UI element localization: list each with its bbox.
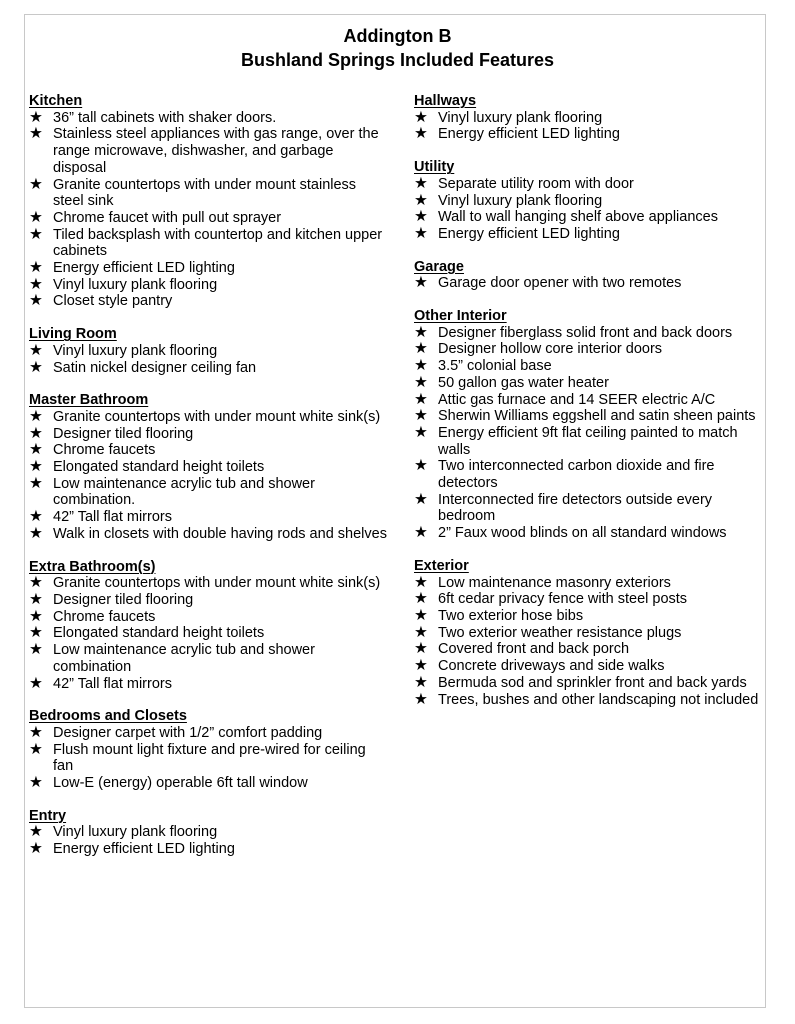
feature-text: 3.5” colonial base (438, 358, 552, 375)
feature-text: Two exterior weather resistance plugs (438, 624, 682, 641)
feature-text: Covered front and back porch (438, 641, 630, 658)
section-master-bathroom (29, 392, 389, 542)
star-icon: ★ (29, 840, 43, 858)
feature-item (29, 126, 389, 176)
feature-text: Designer hollow core interior doors (438, 341, 663, 358)
section-kitchen (29, 93, 389, 310)
section-living-room (29, 326, 389, 376)
star-icon: ★ (414, 340, 428, 358)
section-heading: Exterior (414, 557, 469, 574)
star-icon: ★ (414, 274, 428, 292)
feature-text: Chrome faucets (53, 608, 156, 625)
star-icon: ★ (414, 191, 428, 209)
star-icon: ★ (414, 524, 428, 542)
feature-text: Designer tiled flooring (53, 425, 194, 442)
star-icon: ★ (414, 390, 428, 408)
star-icon: ★ (414, 323, 428, 341)
feature-text: 50 gallon gas water heater (438, 374, 609, 391)
feature-text: Energy efficient LED lighting (53, 841, 235, 858)
feature-item (29, 824, 389, 841)
star-icon: ★ (29, 125, 43, 143)
feature-item (29, 725, 389, 742)
star-icon: ★ (414, 407, 428, 425)
feature-list (414, 325, 764, 542)
feature-item (414, 658, 764, 675)
feature-item (414, 641, 764, 658)
feature-text: Designer tiled flooring (53, 591, 194, 608)
feature-item (414, 408, 764, 425)
feature-text: Chrome faucet with pull out sprayer (53, 209, 282, 226)
star-icon: ★ (29, 358, 43, 376)
feature-item (29, 625, 389, 642)
star-icon: ★ (414, 457, 428, 475)
feature-text: Low-E (energy) operable 6ft tall window (53, 775, 308, 792)
feature-item (414, 110, 764, 127)
star-icon: ★ (29, 208, 43, 226)
feature-item (29, 110, 389, 127)
star-icon: ★ (29, 275, 43, 293)
feature-text: Stainless steel appliances with gas range, over the range microwave, dishwasher, and garbage disposal (53, 126, 379, 176)
feature-text: Granite countertops with under mount stainless steel sink (53, 176, 357, 210)
feature-text: Chrome faucets (53, 442, 156, 459)
feature-item (29, 476, 389, 509)
feature-text: Low maintenance masonry exteriors (438, 574, 671, 591)
star-icon: ★ (29, 607, 43, 625)
feature-item (414, 193, 764, 210)
feature-text: Vinyl luxury plank flooring (53, 276, 218, 293)
feature-text: Wall to wall hanging shelf above appliances (438, 209, 718, 226)
star-icon: ★ (29, 175, 43, 193)
star-icon: ★ (29, 259, 43, 277)
star-icon: ★ (29, 823, 43, 841)
star-icon: ★ (414, 673, 428, 691)
feature-text: Sherwin Williams eggshell and satin sheen paints (438, 408, 756, 425)
star-icon: ★ (29, 740, 43, 758)
section-heading: Living Room (29, 326, 117, 343)
star-icon: ★ (29, 524, 43, 542)
feature-item (29, 509, 389, 526)
feature-item (29, 409, 389, 426)
feature-item (414, 608, 764, 625)
star-icon: ★ (29, 674, 43, 692)
feature-item (414, 126, 764, 143)
star-icon: ★ (414, 606, 428, 624)
feature-item (29, 177, 389, 210)
star-icon: ★ (414, 174, 428, 192)
star-icon: ★ (414, 357, 428, 375)
feature-text: Granite countertops with under mount white sink(s) (53, 408, 381, 425)
feature-item (414, 209, 764, 226)
section-hallways (414, 93, 764, 143)
star-icon: ★ (414, 657, 428, 675)
right-column (414, 93, 764, 724)
section-bedrooms-and-closets (29, 708, 389, 792)
document-subtitle: Bushland Springs Included Features (240, 50, 555, 70)
feature-text: Designer fiberglass solid front and back doors (438, 324, 733, 341)
section-heading: Extra Bathroom(s) (29, 558, 156, 575)
feature-text: Interconnected fire detectors outside every bedroom (438, 491, 713, 525)
feature-text: 42” Tall flat mirrors (53, 675, 172, 692)
feature-item (29, 841, 389, 858)
star-icon: ★ (414, 125, 428, 143)
feature-list (29, 110, 389, 310)
feature-item (29, 609, 389, 626)
feature-item (414, 591, 764, 608)
feature-text: Elongated standard height toilets (53, 625, 265, 642)
feature-item (29, 575, 389, 592)
feature-item (414, 392, 764, 409)
feature-text: Vinyl luxury plank flooring (438, 192, 603, 209)
feature-list (414, 110, 764, 143)
section-garage (414, 259, 764, 292)
feature-item (414, 325, 764, 342)
feature-text: Trees, bushes and other landscaping not included (438, 691, 759, 708)
feature-text: Two interconnected carbon dioxide and fire detectors (438, 458, 715, 492)
feature-text: Concrete driveways and side walks (438, 658, 665, 675)
star-icon: ★ (29, 508, 43, 526)
star-icon: ★ (414, 224, 428, 242)
feature-text: 36” tall cabinets with shaker doors. (53, 109, 277, 126)
star-icon: ★ (414, 573, 428, 591)
feature-item (414, 675, 764, 692)
feature-text: Energy efficient LED lighting (438, 126, 620, 143)
feature-text: Granite countertops with under mount white sink(s) (53, 575, 381, 592)
feature-item (29, 343, 389, 360)
feature-item (414, 226, 764, 243)
section-exterior (414, 558, 764, 708)
star-icon: ★ (29, 407, 43, 425)
section-heading: Master Bathroom (29, 392, 149, 409)
star-icon: ★ (414, 690, 428, 708)
feature-text: Vinyl luxury plank flooring (53, 824, 218, 841)
section-other-interior (414, 308, 764, 542)
star-icon: ★ (29, 458, 43, 476)
star-icon: ★ (29, 341, 43, 359)
feature-item (29, 360, 389, 377)
feature-item (414, 692, 764, 709)
star-icon: ★ (29, 624, 43, 642)
star-icon: ★ (414, 423, 428, 441)
feature-text: Energy efficient 9ft flat ceiling painted to match walls (438, 424, 738, 458)
star-icon: ★ (29, 225, 43, 243)
star-icon: ★ (29, 774, 43, 792)
feature-item (29, 459, 389, 476)
feature-item (29, 775, 389, 792)
feature-item (29, 277, 389, 294)
star-icon: ★ (29, 474, 43, 492)
star-icon: ★ (414, 490, 428, 508)
star-icon: ★ (414, 640, 428, 658)
star-icon: ★ (29, 292, 43, 310)
star-icon: ★ (414, 623, 428, 641)
feature-item (414, 176, 764, 193)
feature-item (414, 275, 764, 292)
feature-list (414, 275, 764, 292)
feature-text: 2” Faux wood blinds on all standard windows (438, 525, 727, 542)
feature-item (414, 525, 764, 542)
left-column (29, 93, 389, 874)
section-heading: Utility (414, 159, 455, 176)
feature-text: Garage door opener with two remotes (438, 275, 682, 292)
feature-text: Tiled backsplash with countertop and kitchen upper cabinets (53, 226, 383, 260)
section-utility (414, 159, 764, 243)
feature-list (29, 824, 389, 857)
feature-item (414, 341, 764, 358)
section-heading: Hallways (414, 93, 477, 109)
feature-item (414, 358, 764, 375)
feature-item (29, 742, 389, 775)
feature-item (29, 426, 389, 443)
feature-text: Flush mount light fixture and pre-wired for ceiling fan (53, 741, 366, 775)
star-icon: ★ (29, 108, 43, 126)
star-icon: ★ (414, 108, 428, 126)
star-icon: ★ (29, 424, 43, 442)
star-icon: ★ (414, 208, 428, 226)
feature-text: Vinyl luxury plank flooring (438, 109, 603, 126)
feature-list (29, 409, 389, 543)
star-icon: ★ (414, 590, 428, 608)
feature-item (29, 642, 389, 675)
feature-item (414, 492, 764, 525)
document-title: Addington B (343, 26, 452, 46)
feature-text: Walk in closets with double having rods and shelves (53, 525, 387, 542)
feature-text: Satin nickel designer ceiling fan (53, 359, 257, 376)
star-icon: ★ (29, 574, 43, 592)
feature-item (29, 442, 389, 459)
feature-list (29, 343, 389, 376)
feature-text: Vinyl luxury plank flooring (53, 342, 218, 359)
feature-text: 6ft cedar privacy fence with steel posts (438, 591, 688, 608)
feature-item (29, 592, 389, 609)
feature-item (29, 260, 389, 277)
feature-item (414, 425, 764, 458)
star-icon: ★ (29, 641, 43, 659)
section-entry (29, 808, 389, 858)
feature-text: 42” Tall flat mirrors (53, 509, 172, 526)
feature-list (29, 725, 389, 792)
star-icon: ★ (29, 441, 43, 459)
star-icon: ★ (414, 373, 428, 391)
feature-item (29, 227, 389, 260)
feature-list (29, 575, 389, 692)
feature-text: Attic gas furnace and 14 SEER electric A/C (438, 391, 716, 408)
feature-text: Designer carpet with 1/2” comfort padding (53, 724, 323, 741)
feature-item (414, 375, 764, 392)
feature-item (29, 293, 389, 310)
star-icon: ★ (29, 723, 43, 741)
feature-text: Energy efficient LED lighting (53, 260, 235, 277)
feature-text: Energy efficient LED lighting (438, 225, 620, 242)
feature-item (29, 676, 389, 693)
feature-text: Bermuda sod and sprinkler front and back yards (438, 674, 747, 691)
section-heading: Bedrooms and Closets (29, 708, 187, 725)
feature-text: Elongated standard height toilets (53, 459, 265, 476)
feature-text: Low maintenance acrylic tub and shower combination (53, 642, 315, 675)
section-extra-bathroom-s (29, 559, 389, 693)
feature-text: Separate utility room with door (438, 175, 634, 192)
feature-list (414, 176, 764, 243)
section-heading: Entry (29, 807, 67, 824)
feature-text: Two exterior hose bibs (438, 607, 584, 624)
section-heading: Other Interior (414, 308, 507, 325)
feature-text: Closet style pantry (53, 293, 173, 310)
section-heading: Kitchen (29, 93, 83, 109)
feature-list (414, 575, 764, 709)
section-heading: Garage (414, 258, 464, 275)
feature-item (29, 210, 389, 227)
feature-item (414, 625, 764, 642)
star-icon: ★ (29, 590, 43, 608)
feature-item (414, 575, 764, 592)
feature-item (29, 526, 389, 543)
feature-text: Low maintenance acrylic tub and shower combination. (53, 475, 315, 509)
feature-item (414, 458, 764, 491)
